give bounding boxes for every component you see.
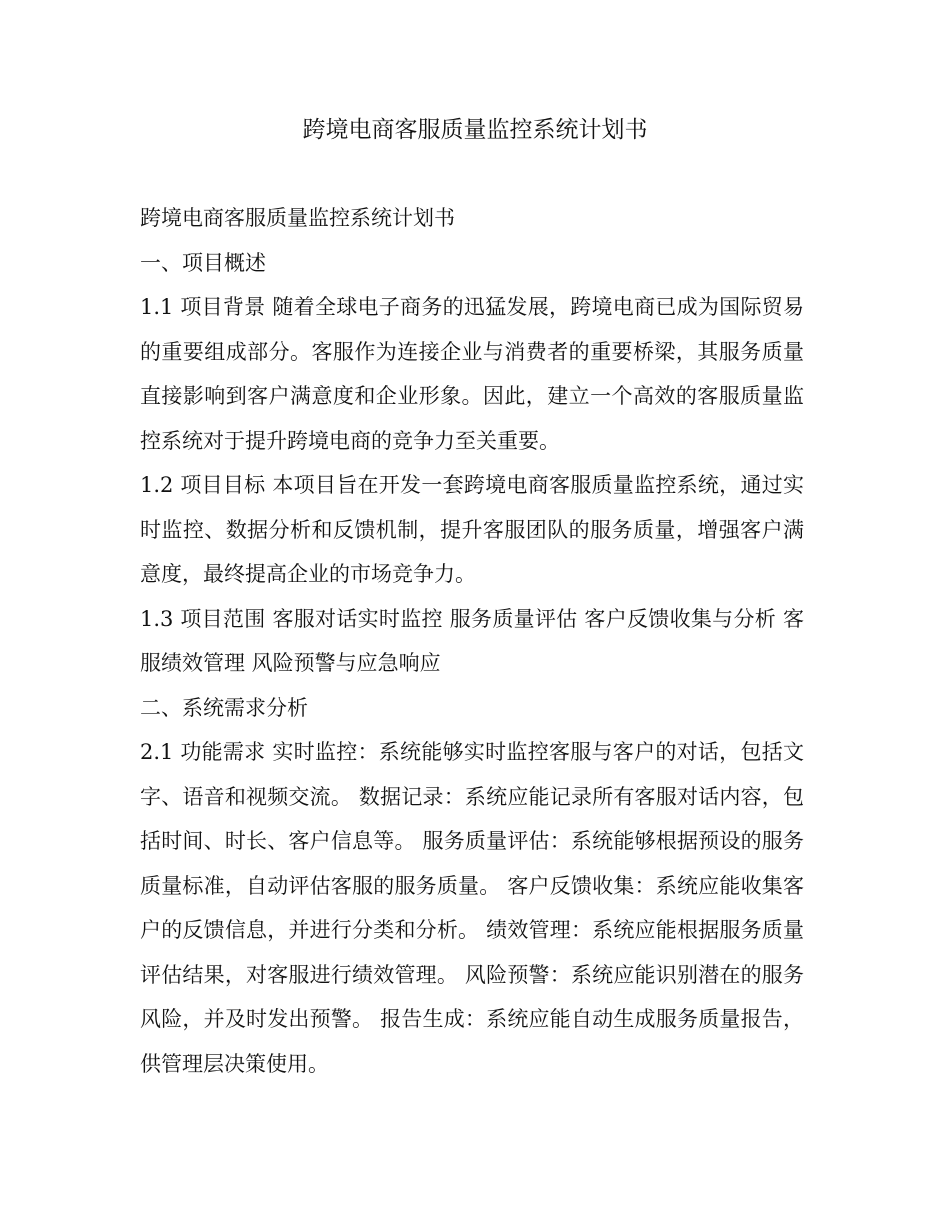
document-body [140, 196, 804, 1086]
section-heading-overview: 一、项目概述 [140, 250, 266, 275]
paragraph-scope: 1.3 项目范围 客服对话实时监控 服务质量评估 客户反馈收集与分析 客服绩效管理 风险预警与应急响应 [140, 606, 804, 675]
document-title: 跨境电商客服质量监控系统计划书 [302, 117, 648, 143]
section-heading-requirements: 二、系统需求分析 [140, 695, 308, 720]
body-heading: 跨境电商客服质量监控系统计划书 [140, 206, 455, 230]
paragraph-functional-requirements: 2.1 功能需求 实时监控：系统能够实时监控客服与客户的对话，包括文字、语音和视频交流。 数据记录：系统应能记录所有客服对话内容，包括时间、时长、客户信息等。 服务质量评估：系统能够根据预设的服务质量标准，自动评估客服的服务质量。 客户反馈收集：系统应能收集客户的反馈信息，并进行分类和分析。 绩效管理：系统应能根据服务质量评估结果，对客服进行绩效管理。 风险预警：系统应能识别潜在的服务风险，并及时发出预警。 报告生成：系统应能自动生成服务质量报告，供管理层决策使用。 [140, 740, 804, 1076]
paragraph-background: 1.1 项目背景 随着全球电子商务的迅猛发展，跨境电商已成为国际贸易的重要组成部分。客服作为连接企业与消费者的重要桥梁，其服务质量直接影响到客户满意度和企业形象。因此，建立一个高效的客服质量监控系统对于提升跨境电商的竞争力至关重要。 [140, 295, 804, 453]
paragraph-objectives: 1.2 项目目标 本项目旨在开发一套跨境电商客服质量监控系统，通过实时监控、数据分析和反馈机制，提升客服团队的服务质量，增强客户满意度，最终提高企业的市场竞争力。 [140, 473, 804, 586]
